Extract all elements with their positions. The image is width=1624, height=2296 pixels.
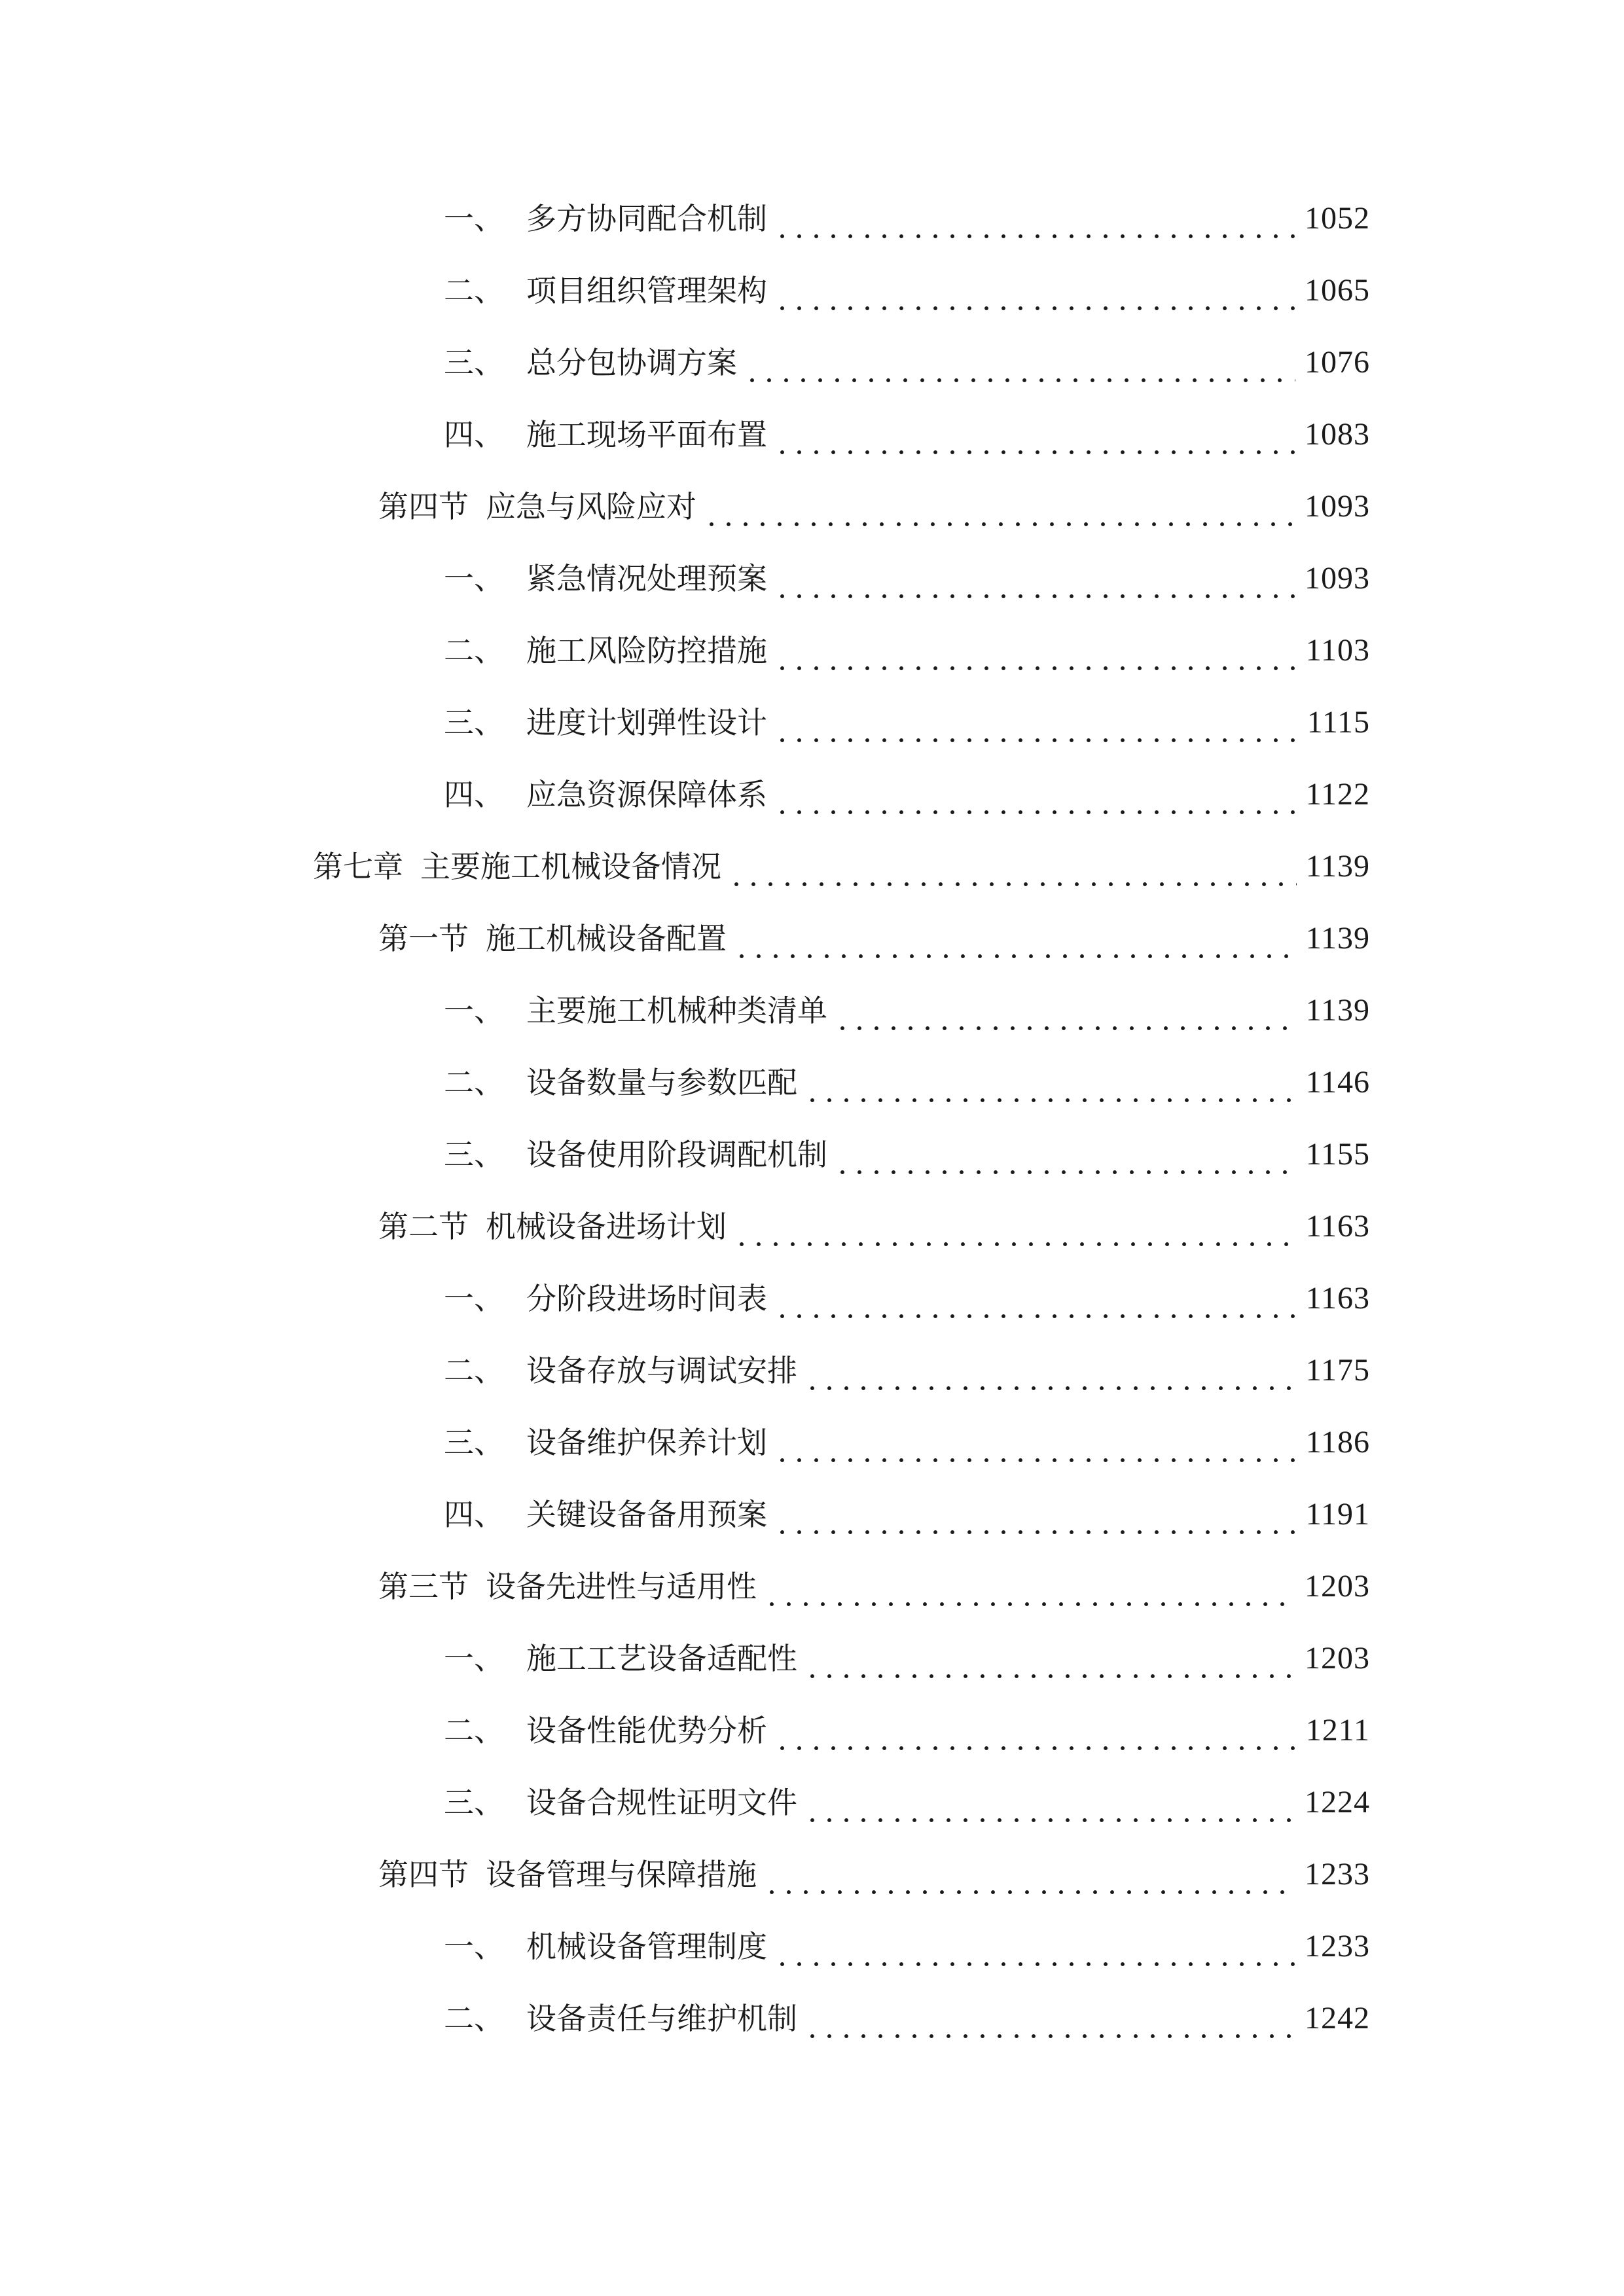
entry-title: 设备先进性与适用性 xyxy=(486,1569,757,1604)
dot-leader xyxy=(728,840,1297,893)
toc-entry[interactable] xyxy=(444,696,1370,749)
entry-label: 三、 xyxy=(444,1785,504,1820)
dot-leader xyxy=(774,552,1295,605)
entry-title: 机械设备进场计划 xyxy=(486,1209,727,1244)
entry-label: 一、 xyxy=(444,561,504,596)
page-number: 1052 xyxy=(1305,201,1370,236)
dot-leader xyxy=(733,912,1297,965)
toc-entry[interactable] xyxy=(444,1416,1370,1469)
toc-entry[interactable] xyxy=(378,912,1370,965)
page-number: 1175 xyxy=(1305,1353,1370,1388)
entry-label: 三、 xyxy=(444,345,504,380)
page-number: 1083 xyxy=(1305,417,1370,452)
dot-leader xyxy=(703,480,1295,533)
toc-entry[interactable] xyxy=(313,840,1370,893)
page-number: 1203 xyxy=(1305,1569,1370,1604)
toc-entry[interactable] xyxy=(444,768,1370,821)
page-number: 1163 xyxy=(1305,1209,1370,1244)
entry-label: 二、 xyxy=(444,1065,504,1100)
entry-title: 分阶段进场时间表 xyxy=(526,1281,767,1316)
dot-leader xyxy=(804,1056,1297,1109)
entry-label: 第二节 xyxy=(378,1209,469,1244)
toc-entry[interactable] xyxy=(444,1920,1370,1973)
entry-title: 多方协同配合机制 xyxy=(526,201,767,236)
page-number: 1122 xyxy=(1305,777,1370,812)
entry-label: 第四节 xyxy=(378,489,469,524)
dot-leader xyxy=(763,1560,1295,1613)
dot-leader xyxy=(763,1848,1295,1901)
entry-title: 设备管理与保障措施 xyxy=(486,1857,757,1892)
entry-title: 设备使用阶段调配机制 xyxy=(526,1137,827,1172)
entry-title: 总分包协调方案 xyxy=(526,345,737,380)
entry-label: 三、 xyxy=(444,1425,504,1460)
entry-title: 施工工艺设备适配性 xyxy=(526,1641,797,1676)
toc-entry[interactable] xyxy=(444,1992,1370,2045)
entry-title: 应急与风险应对 xyxy=(486,489,696,524)
entry-label: 一、 xyxy=(444,1641,504,1676)
entry-title: 进度计划弹性设计 xyxy=(526,705,767,740)
dot-leader xyxy=(774,768,1297,821)
toc-entry[interactable] xyxy=(444,1704,1370,1757)
entry-label: 三、 xyxy=(444,705,504,740)
toc-entry[interactable] xyxy=(444,1776,1370,1829)
dot-leader xyxy=(733,1200,1297,1253)
page-number: 1155 xyxy=(1305,1137,1370,1172)
page-number: 1139 xyxy=(1305,849,1370,884)
toc-entry[interactable] xyxy=(378,1200,1370,1253)
entry-label: 第七章 xyxy=(313,849,403,884)
page-number: 1191 xyxy=(1305,1497,1370,1532)
entry-label: 第四节 xyxy=(378,1857,469,1892)
page-number: 1224 xyxy=(1305,1785,1370,1820)
toc-entry[interactable] xyxy=(444,264,1370,317)
dot-leader xyxy=(834,1128,1297,1181)
toc-entry[interactable] xyxy=(444,408,1370,461)
entry-title: 项目组织管理架构 xyxy=(526,273,767,308)
page-number: 1115 xyxy=(1307,705,1370,740)
entry-label: 四、 xyxy=(444,1497,504,1532)
dot-leader xyxy=(834,984,1297,1037)
entry-title: 施工现场平面布置 xyxy=(526,417,767,452)
entry-label: 一、 xyxy=(444,201,504,236)
page-number: 1163 xyxy=(1305,1281,1370,1316)
page-number: 1065 xyxy=(1305,273,1370,308)
page-number: 1186 xyxy=(1305,1425,1370,1460)
entry-label: 二、 xyxy=(444,633,504,668)
entry-title: 施工机械设备配置 xyxy=(486,921,727,956)
toc-entry[interactable] xyxy=(444,1632,1370,1685)
page-number: 1093 xyxy=(1305,489,1370,524)
dot-leader xyxy=(804,1776,1295,1829)
entry-label: 二、 xyxy=(444,1353,504,1388)
toc-entry[interactable] xyxy=(444,552,1370,605)
entry-label: 一、 xyxy=(444,1281,504,1316)
page-number: 1076 xyxy=(1305,345,1370,380)
entry-title: 施工风险防控措施 xyxy=(526,633,767,668)
page-number: 1139 xyxy=(1305,993,1370,1028)
toc-entry[interactable] xyxy=(444,1272,1370,1325)
toc-entry[interactable] xyxy=(444,624,1370,677)
entry-label: 第三节 xyxy=(378,1569,469,1604)
page-number: 1203 xyxy=(1305,1641,1370,1676)
entry-title: 设备存放与调试安排 xyxy=(526,1353,797,1388)
entry-label: 四、 xyxy=(444,417,504,452)
entry-title: 机械设备管理制度 xyxy=(526,1929,767,1964)
entry-label: 二、 xyxy=(444,273,504,308)
toc-entry[interactable] xyxy=(378,1560,1370,1613)
page-number: 1093 xyxy=(1305,561,1370,596)
page-number: 1233 xyxy=(1305,1857,1370,1892)
dot-leader xyxy=(774,1272,1297,1325)
dot-leader xyxy=(774,1416,1297,1469)
dot-leader xyxy=(774,264,1295,317)
page-number: 1233 xyxy=(1305,1929,1370,1964)
entry-title: 设备数量与参数匹配 xyxy=(526,1065,797,1100)
entry-title: 紧急情况处理预案 xyxy=(526,561,767,596)
dot-leader xyxy=(774,408,1295,461)
dot-leader xyxy=(804,1344,1297,1397)
toc-entry[interactable] xyxy=(444,1128,1370,1181)
dot-leader xyxy=(804,1632,1295,1685)
page-number: 1211 xyxy=(1305,1713,1370,1748)
page-number: 1146 xyxy=(1305,1065,1370,1100)
entry-label: 一、 xyxy=(444,1929,504,1964)
entry-label: 一、 xyxy=(444,993,504,1028)
entry-title: 设备合规性证明文件 xyxy=(526,1785,797,1820)
entry-title: 设备维护保养计划 xyxy=(526,1425,767,1460)
entry-title: 设备责任与维护机制 xyxy=(526,2001,797,2036)
toc-entry[interactable] xyxy=(444,1344,1370,1397)
entry-title: 主要施工机械种类清单 xyxy=(526,993,827,1028)
toc-entry[interactable] xyxy=(378,1848,1370,1901)
dot-leader xyxy=(774,696,1298,749)
entry-title: 设备性能优势分析 xyxy=(526,1713,767,1748)
dot-leader xyxy=(774,624,1297,677)
toc-entry[interactable] xyxy=(444,336,1370,389)
page-number: 1103 xyxy=(1305,633,1370,668)
entry-title: 关键设备备用预案 xyxy=(526,1497,767,1532)
page-number: 1139 xyxy=(1305,921,1370,956)
entry-title: 应急资源保障体系 xyxy=(526,777,767,812)
toc-entry[interactable] xyxy=(444,192,1370,245)
page-number: 1242 xyxy=(1305,2001,1370,2036)
dot-leader xyxy=(774,1920,1295,1973)
toc-entry[interactable] xyxy=(444,1056,1370,1109)
toc-entry[interactable] xyxy=(444,1488,1370,1541)
entry-label: 三、 xyxy=(444,1137,504,1172)
entry-label: 四、 xyxy=(444,777,504,812)
entry-title: 主要施工机械设备情况 xyxy=(420,849,721,884)
toc-entry[interactable] xyxy=(378,480,1370,533)
dot-leader xyxy=(774,1704,1297,1757)
dot-leader xyxy=(774,192,1295,245)
dot-leader xyxy=(744,336,1295,389)
entry-label: 第一节 xyxy=(378,921,469,956)
toc-entry[interactable] xyxy=(444,984,1370,1037)
dot-leader xyxy=(804,1992,1295,2045)
entry-label: 二、 xyxy=(444,2001,504,2036)
entry-label: 二、 xyxy=(444,1713,504,1748)
dot-leader xyxy=(774,1488,1297,1541)
